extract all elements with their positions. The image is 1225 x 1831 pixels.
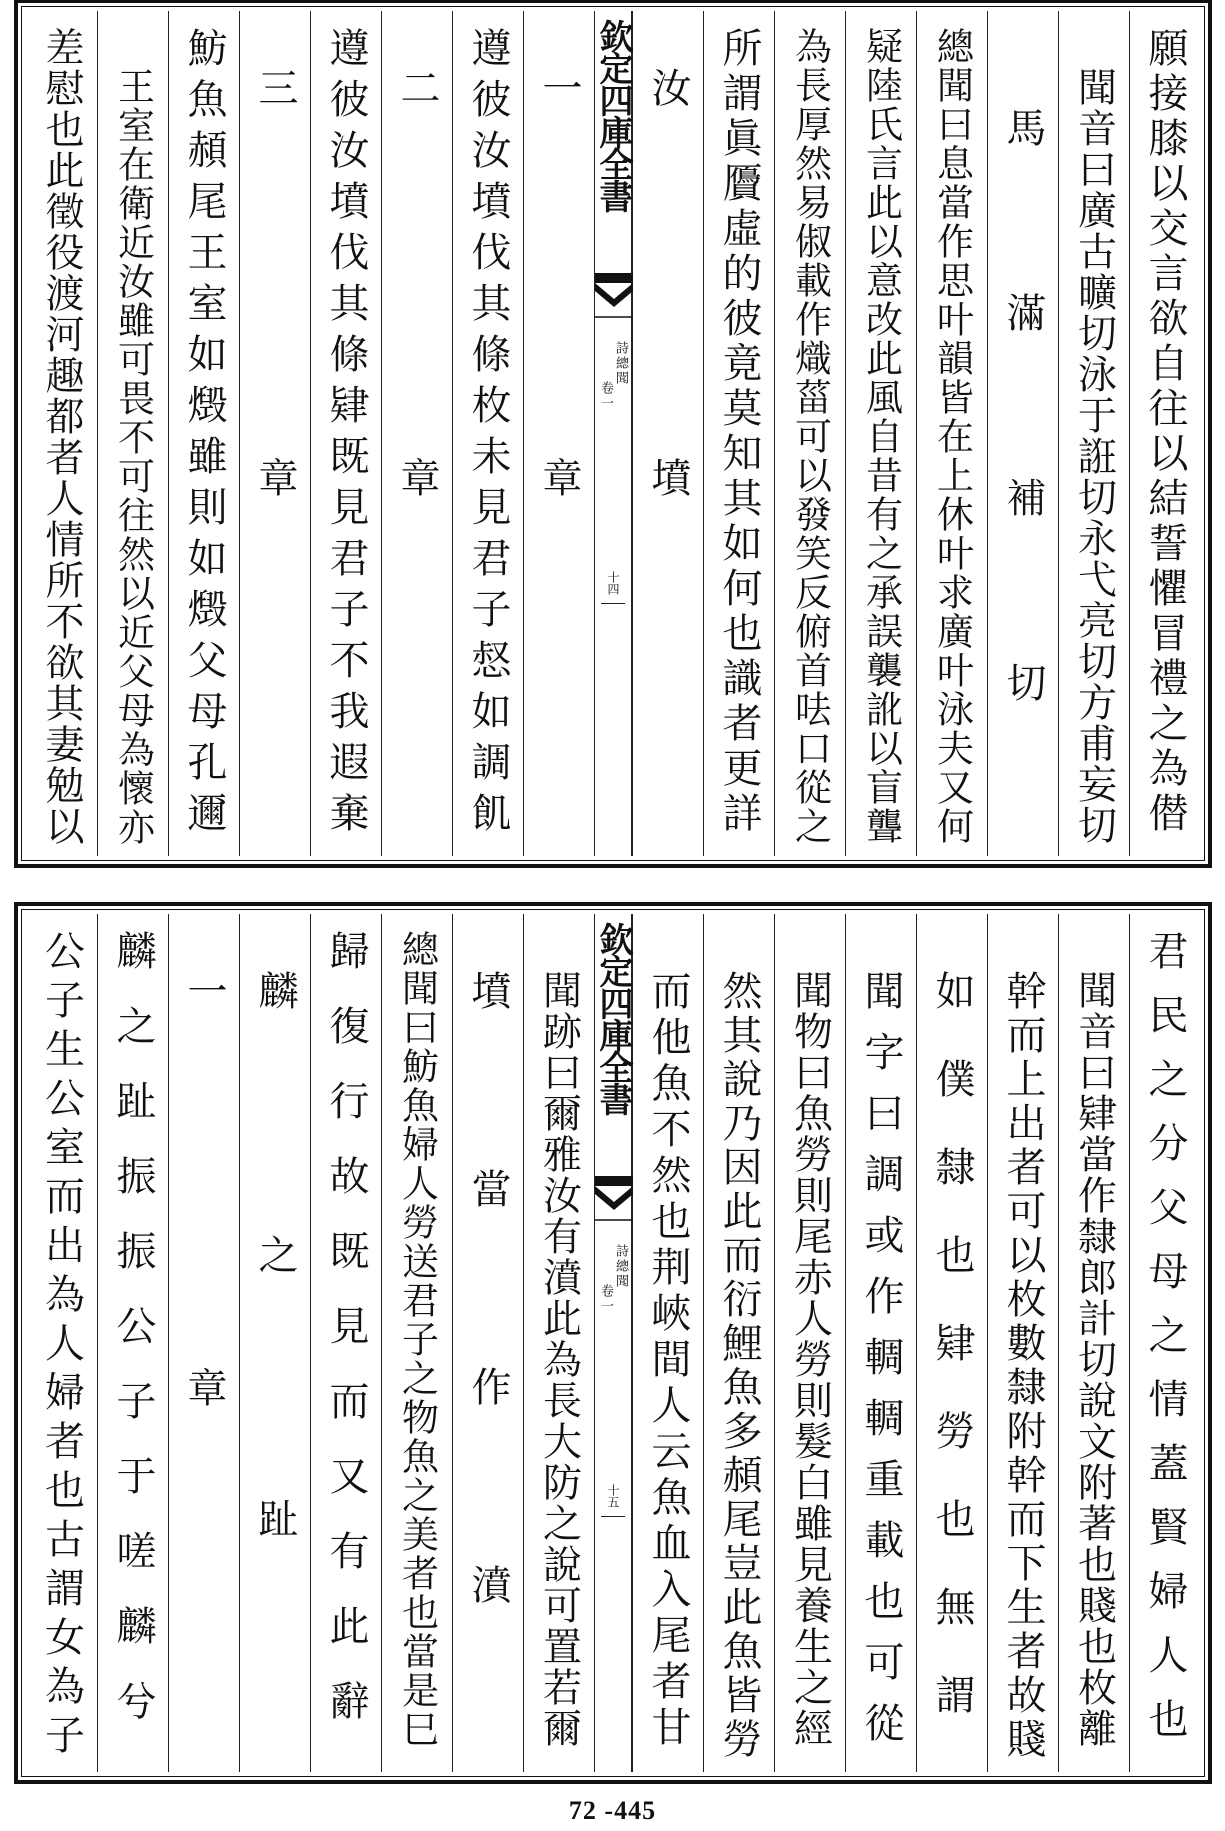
- column-text: 而他魚不然也荆峽間人云魚血入尾者甘: [645, 970, 691, 1752]
- column-text: 麟之趾: [252, 970, 298, 1762]
- text-column: [987, 914, 1058, 1772]
- text-column: [523, 11, 594, 856]
- text-column: [916, 11, 987, 856]
- leaf-number: 十四: [606, 571, 620, 595]
- text-column: [168, 11, 239, 856]
- volume-label: 卷一: [598, 1284, 613, 1314]
- column-text: 聞音曰肄當作隸郎計切說文附著也賤也枚離: [1071, 970, 1117, 1749]
- column-text: 墳當作濆: [465, 970, 511, 1762]
- text-column: [168, 914, 239, 1772]
- column-text: 聞音曰廣古曠切泳于誑切永弋亮切方甫妄切: [1071, 67, 1117, 846]
- book-title: 詩總聞: [613, 1244, 628, 1289]
- text-column: [774, 11, 845, 856]
- text-column: [239, 914, 310, 1772]
- column-text: 為長厚然易俶載作熾菑可以發笑反俯首呿口從之: [788, 27, 832, 846]
- text-column: [310, 11, 381, 856]
- text-column: [523, 914, 594, 1772]
- text-column: [1058, 914, 1129, 1772]
- book-title: 詩總聞: [613, 341, 628, 386]
- collection-title: 欽定四庫全書: [593, 922, 633, 1114]
- text-column: [845, 11, 916, 856]
- text-column: [632, 11, 703, 856]
- column-text: 麟之趾振振公子于嗟麟兮: [110, 930, 156, 1755]
- text-column: [774, 914, 845, 1772]
- column-text: 如僕隸也肄勞也無謂: [929, 970, 975, 1762]
- column-text: 願接膝以交言欲自往以結誓懼冒禮之為僣: [1142, 27, 1188, 837]
- bottom-page-columns: [26, 914, 1200, 1772]
- center-gutter: [594, 914, 632, 1772]
- text-column: [987, 11, 1058, 856]
- column-text: 三章: [252, 67, 298, 847]
- bottom-page: [14, 902, 1212, 1784]
- text-column: [703, 11, 774, 856]
- column-text: 差慰也此徵役渡河趣都者人情所不欲其妻勉以: [39, 27, 84, 847]
- leaf-number-rule: [601, 1516, 625, 1517]
- fish-tail-mark-icon: [595, 273, 633, 319]
- text-column: [1058, 11, 1129, 856]
- column-text: 汝墳: [645, 67, 691, 847]
- text-column: [97, 914, 168, 1772]
- column-text: 二章: [394, 67, 440, 847]
- column-text: 馬滿補切: [1000, 107, 1046, 847]
- volume-label: 卷一: [598, 381, 613, 411]
- top-page-columns: [26, 11, 1200, 856]
- text-column: [632, 914, 703, 1772]
- column-text: 總聞曰息當作思叶韻皆在上休叶求廣叶泳夫又何: [930, 27, 974, 846]
- leaf-number: 十五: [606, 1484, 620, 1508]
- text-column: [916, 914, 987, 1772]
- leaf-number-rule: [601, 603, 625, 604]
- text-column: [1129, 11, 1200, 856]
- column-text: 聞跡曰爾雅汝有濆此為長大防之說可置若爾: [536, 970, 582, 1749]
- fish-tail-mark-icon: [595, 1176, 633, 1222]
- column-text: 遵彼汝墳伐其條枚未見君子惄如調飢: [465, 27, 511, 843]
- text-column: [381, 914, 452, 1772]
- column-text: 聞物曰魚勞則尾赤人勞則髮白雖見養生之經: [787, 970, 833, 1749]
- collection-title: 欽定四庫全書: [593, 19, 633, 211]
- column-text: 王室在衛近汝雖可畏不可往然以近父母為懷亦: [111, 67, 155, 847]
- column-text: 一章: [536, 67, 582, 847]
- column-text: 魴魚頳尾王室如燬雖則如燬父母孔邇: [181, 27, 227, 843]
- text-column: [26, 11, 97, 856]
- column-text: 所謂眞贗虛的彼竟莫知其如何也識者更詳: [716, 27, 762, 837]
- text-column: [381, 11, 452, 856]
- column-text: 君民之分父母之情蓋賢婦人也: [1142, 930, 1188, 1762]
- column-text: 歸復行故既見而又有此辭: [323, 930, 369, 1755]
- gutter-side-labels: [595, 341, 631, 491]
- text-column: [26, 914, 97, 1772]
- column-text: 然其說乃因此而衍鯉魚多頳尾豈此魚皆勞: [716, 970, 762, 1762]
- text-column: [239, 11, 310, 856]
- column-text: 聞字曰調或作輖輖重載也可從: [858, 970, 904, 1763]
- text-column: [452, 11, 523, 856]
- column-text: 公子生公室而出為人婦者也古謂女為子: [38, 930, 85, 1763]
- column-text: 一章: [181, 970, 227, 1764]
- column-text: 總聞曰魴魚婦人勞送君子之物魚之美者也當是巳: [395, 930, 439, 1749]
- gutter-side-labels: [595, 1244, 631, 1394]
- text-column: [452, 914, 523, 1772]
- column-text: 遵彼汝墳伐其條肄既見君子不我遐棄: [323, 27, 369, 843]
- column-text: 疑陸氏言此以意改此風自昔有之承誤襲訛以盲聾: [859, 27, 903, 846]
- text-column: [703, 914, 774, 1772]
- top-page: [14, 0, 1212, 868]
- text-column: [845, 914, 916, 1772]
- text-column: [310, 914, 381, 1772]
- center-gutter: [594, 11, 632, 856]
- footer-page-number: 72 -445: [568, 1796, 657, 1825]
- column-text: 幹而上出者可以枚數隸附幹而下生者故賤: [1000, 970, 1046, 1762]
- text-column: [1129, 914, 1200, 1772]
- text-column: [97, 11, 168, 856]
